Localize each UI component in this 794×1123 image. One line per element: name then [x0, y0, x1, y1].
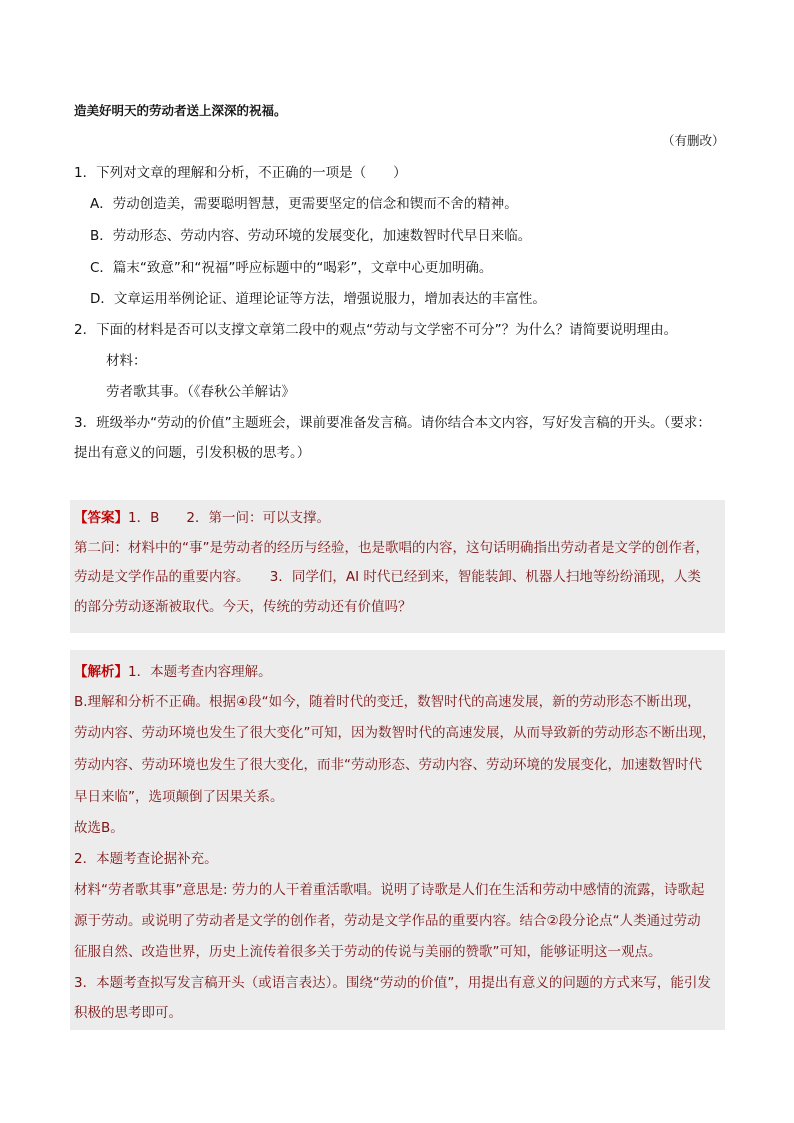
question-1-stem: 1．下列对文章的理解和分析，不正确的一项是（ ）: [74, 165, 407, 181]
analysis-line-4: 劳动内容、劳动环境也发生了很大变化，而非“劳动形态、劳动内容、劳动环境的发展变化，加速数智时代: [74, 757, 702, 773]
question-1-option-a: A．劳动创造美，需要聪明智慧，更需要坚定的信念和锲而不舍的精神。: [90, 196, 518, 212]
analysis-line-10: 征服自然、改造世界，历史上流传着很多关于劳动的传说与美丽的赞歌”可知，能够证明这一观点。: [74, 944, 662, 960]
question-2-material-label: 材料：: [106, 353, 147, 369]
answer-line-3: 劳动是文学作品的重要内容。 3．同学们，AI 时代已经到来，智能装卸、机器人扫地等纷纷涌现，人类: [74, 569, 701, 585]
analysis-line-5: 早日来临”，选项颠倒了因果关系。: [74, 789, 284, 805]
analysis-line-11: 3．本题考查拟写发言稿开头（或语言表达）。围绕“劳动的价值”，用提出有意义的问题的方式来写，能引发: [74, 975, 711, 991]
question-1-option-d: D．文章运用举例论证、道理论证等方法，增强说服力，增加表达的丰富性。: [90, 291, 546, 307]
analysis-line-3: 劳动内容、劳动环境也发生了很大变化”可知，因为数智时代的高速发展，从而导致新的劳动形态不断出现，: [74, 725, 716, 741]
analysis-line-12: 积极的思考即可。: [74, 1005, 182, 1021]
analysis-line-6: 故选B。: [74, 820, 124, 836]
question-3-line-1: 3．班级举办“劳动的价值”主题班会，课前要准备发言稿。请你结合本文内容，写好发言稿的开头。（要求：: [74, 415, 711, 431]
question-2-material-text: 劳者歌其事。（《春秋公羊解诂》: [106, 384, 295, 400]
answer-line-1: 【答案】1．B 2．第一问：可以支撑。: [74, 510, 330, 526]
answer-line-2: 第二问：材料中的“事”是劳动者的经历与经验，也是歌唱的内容，这句话明确指出劳动者是文学的创作者，: [74, 540, 709, 556]
question-1-option-b: B．劳动形态、劳动内容、劳动环境的发展变化，加速数智时代早日来临。: [90, 228, 532, 244]
analysis-tag: 【解析】: [74, 664, 128, 680]
question-3-line-2: 提出有意义的问题，引发积极的思考。）: [74, 445, 311, 461]
analysis-line-7: 2．本题考查论据补充。: [74, 851, 218, 867]
intro-text: 造美好明天的劳动者送上深深的祝福。: [74, 103, 287, 118]
analysis-line-1: 【解析】1．本题考查内容理解。: [74, 664, 272, 680]
question-2-stem: 2．下面的材料是否可以支撑文章第二段中的观点“劳动与文学密不可分”？为什么？请简要说明理由。: [74, 322, 678, 338]
analysis-line-9: 源于劳动。或说明了劳动者是文学的创作者，劳动是文学作品的重要内容。结合②段分论点“人类通过劳动: [74, 913, 701, 929]
answer-line-4: 的部分劳动逐渐被取代。今天，传统的劳动还有价值吗？: [74, 599, 412, 615]
answer-tag: 【答案】: [74, 510, 128, 526]
question-1-option-c: C．篇末“致意”和“祝福”呼应标题中的“喝彩”，文章中心更加明确。: [90, 260, 493, 276]
analysis-line-8: 材料“劳者歌其事”意思是: 劳力的人干着重活歌唱。说明了诗歌是人们在生活和劳动中感情的流露，诗歌起: [74, 882, 705, 898]
source-note: （有删改）: [662, 133, 725, 148]
analysis-line-2: B.理解和分析不正确。根据④段“如今，随着时代的变迁，数智时代的高速发展，新的劳动形态不断出现，: [74, 694, 701, 710]
